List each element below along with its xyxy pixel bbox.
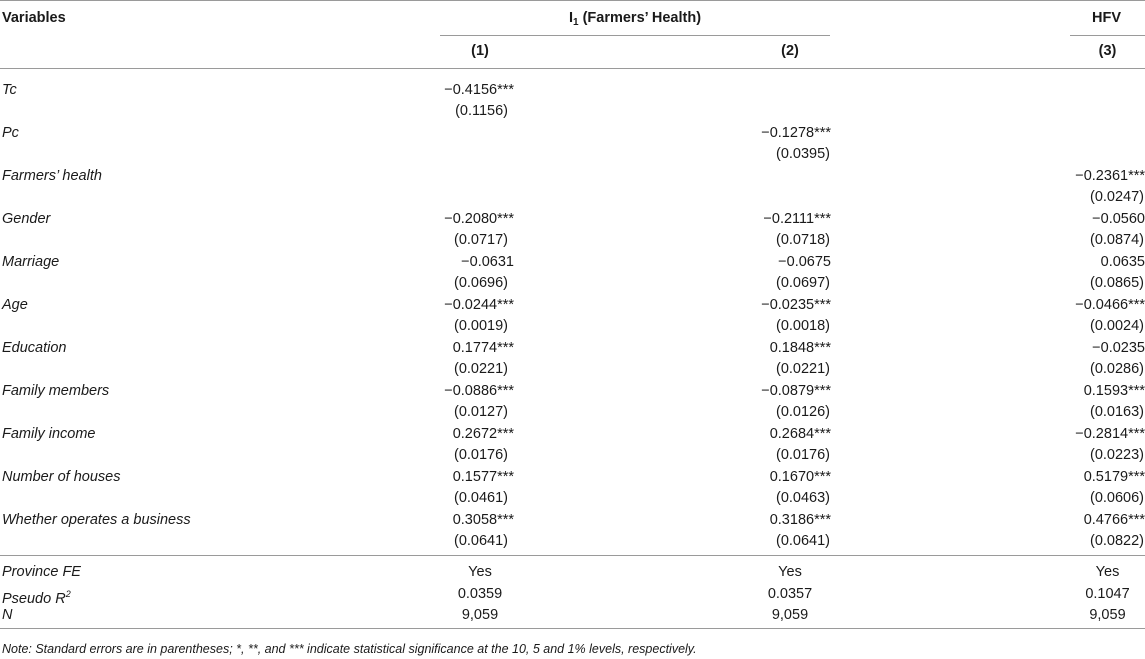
footer-row-name [2, 606, 12, 624]
se-col1: (0.0641) [453, 532, 508, 549]
row-variable-name: Pc [2, 124, 19, 141]
se-col3: (0.0865) [1089, 274, 1144, 291]
coef-col3: −0.2361*** [1075, 167, 1145, 184]
footer-col3: 0.1047 [1085, 586, 1130, 602]
coef-col3: −0.0466*** [1075, 296, 1145, 313]
row-variable-name: Gender [2, 210, 51, 227]
footer-col2: Yes [778, 564, 802, 580]
coef-col2: −0.1278*** [761, 124, 831, 141]
se-col3: (0.0024) [1089, 317, 1144, 334]
se-col3: (0.0286) [1089, 360, 1144, 377]
coef-col1: 0.1577*** [452, 468, 514, 485]
se-col1: (0.0127) [453, 403, 508, 420]
top-rule [0, 0, 1145, 1]
se-col3: (0.0874) [1089, 231, 1144, 248]
coef-col3: −0.2814*** [1075, 425, 1145, 442]
footer-row-name [2, 585, 71, 608]
se-col2: (0.0126) [775, 403, 830, 420]
group-prefix: I [568, 10, 573, 26]
se-col3: (0.0247) [1089, 188, 1144, 205]
footer-col1: Yes [468, 564, 492, 580]
row-variable-name: Marriage [2, 253, 60, 270]
coef-col2: −0.0879*** [761, 382, 831, 399]
coef-col2: 0.2684*** [769, 425, 831, 442]
se-col2: (0.0176) [775, 446, 830, 463]
se-col3: (0.0606) [1089, 489, 1144, 506]
row-variable-name: Family members [2, 382, 110, 399]
header-group-title [440, 9, 830, 32]
footer-col3: Yes [1095, 564, 1120, 580]
row-variable-name: Education [2, 339, 67, 356]
se-col1: (0.0019) [453, 317, 508, 334]
group-subscript: 1 [572, 17, 579, 28]
coef-col2: −0.0235*** [761, 296, 831, 313]
group-suffix: (Farmers’ Health) [578, 10, 702, 26]
se-col2: (0.0221) [775, 360, 830, 377]
coef-col2: −0.0675 [778, 253, 831, 270]
coef-col3: 0.1593*** [1083, 382, 1145, 399]
table-note: Note: Standard errors are in parentheses; *, **, and *** indicate statistical significance at the 10, 5 and 1% levels, respectively. [2, 642, 697, 656]
footer-row-label: Province FE [2, 564, 81, 580]
footer-col2: 0.0357 [767, 586, 813, 602]
coef-col1: −0.4156*** [444, 82, 514, 98]
row-variable-name: Family income [2, 425, 96, 442]
coef-col1: 0.1774*** [452, 339, 514, 356]
se-col1: (0.0717) [453, 231, 508, 248]
coef-col3: 0.0635 [1100, 253, 1145, 270]
coef-col1: −0.0886*** [444, 382, 514, 399]
coef-col2: 0.1848*** [769, 339, 831, 356]
footer-col2: 9,059 [771, 607, 809, 623]
group-underline [440, 35, 830, 36]
footer-row-name [2, 563, 81, 581]
coef-col1: 0.2672*** [452, 425, 514, 442]
row-variable-name: Tc [2, 82, 17, 98]
coef-col3: −0.0235 [1092, 339, 1145, 356]
se-col2: (0.0718) [775, 231, 830, 248]
footer-row-label: N [2, 607, 13, 623]
coef-col1: −0.2080*** [444, 210, 514, 227]
body-bottom-rule [0, 555, 1145, 556]
se-col2: (0.0395) [775, 145, 830, 162]
se-col1: (0.1156) [455, 103, 508, 119]
se-col1: (0.0221) [453, 360, 508, 377]
hfv-underline [1070, 35, 1145, 36]
header-col2: (2) [781, 43, 799, 59]
header-bottom-rule [0, 68, 1145, 69]
coef-col3: 0.5179*** [1083, 468, 1145, 485]
footer-row-superscript: 2 [65, 589, 71, 599]
coef-col2: 0.3186*** [769, 511, 831, 528]
coef-col3: 0.4766*** [1083, 511, 1145, 528]
coef-col2: −0.2111*** [763, 210, 831, 227]
se-col2: (0.0463) [775, 489, 830, 506]
se-col2: (0.0018) [775, 317, 830, 334]
se-col2: (0.0697) [775, 274, 830, 291]
row-variable-name: Whether operates a business [2, 511, 191, 528]
se-col1: (0.0696) [453, 274, 508, 291]
se-col1: (0.0176) [453, 446, 508, 463]
row-variable-name: Number of houses [2, 468, 121, 485]
se-col3: (0.0223) [1089, 446, 1144, 463]
footer-col3: 9,059 [1089, 607, 1126, 623]
row-variable-name: Farmers’ health [2, 167, 102, 184]
footer-col1: 9,059 [461, 607, 499, 623]
header-col3: (3) [1098, 43, 1117, 59]
coef-col1: −0.0244*** [444, 296, 514, 313]
header-hfv: HFV [1092, 10, 1121, 26]
se-col3: (0.0822) [1089, 532, 1144, 549]
coef-col1: 0.3058*** [452, 511, 514, 528]
coef-col2: 0.1670*** [769, 468, 831, 485]
coef-col3: −0.0560 [1092, 210, 1145, 227]
footer-row-label: Pseudo R [2, 591, 66, 607]
se-col1: (0.0461) [453, 489, 508, 506]
header-variables: Variables [2, 10, 66, 26]
table-bottom-rule [0, 628, 1145, 629]
header-col1: (1) [471, 43, 489, 59]
se-col3: (0.0163) [1089, 403, 1144, 420]
footer-col1: 0.0359 [457, 586, 503, 602]
row-variable-name: Age [2, 296, 28, 313]
se-col2: (0.0641) [775, 532, 830, 549]
coef-col1: −0.0631 [461, 253, 514, 270]
